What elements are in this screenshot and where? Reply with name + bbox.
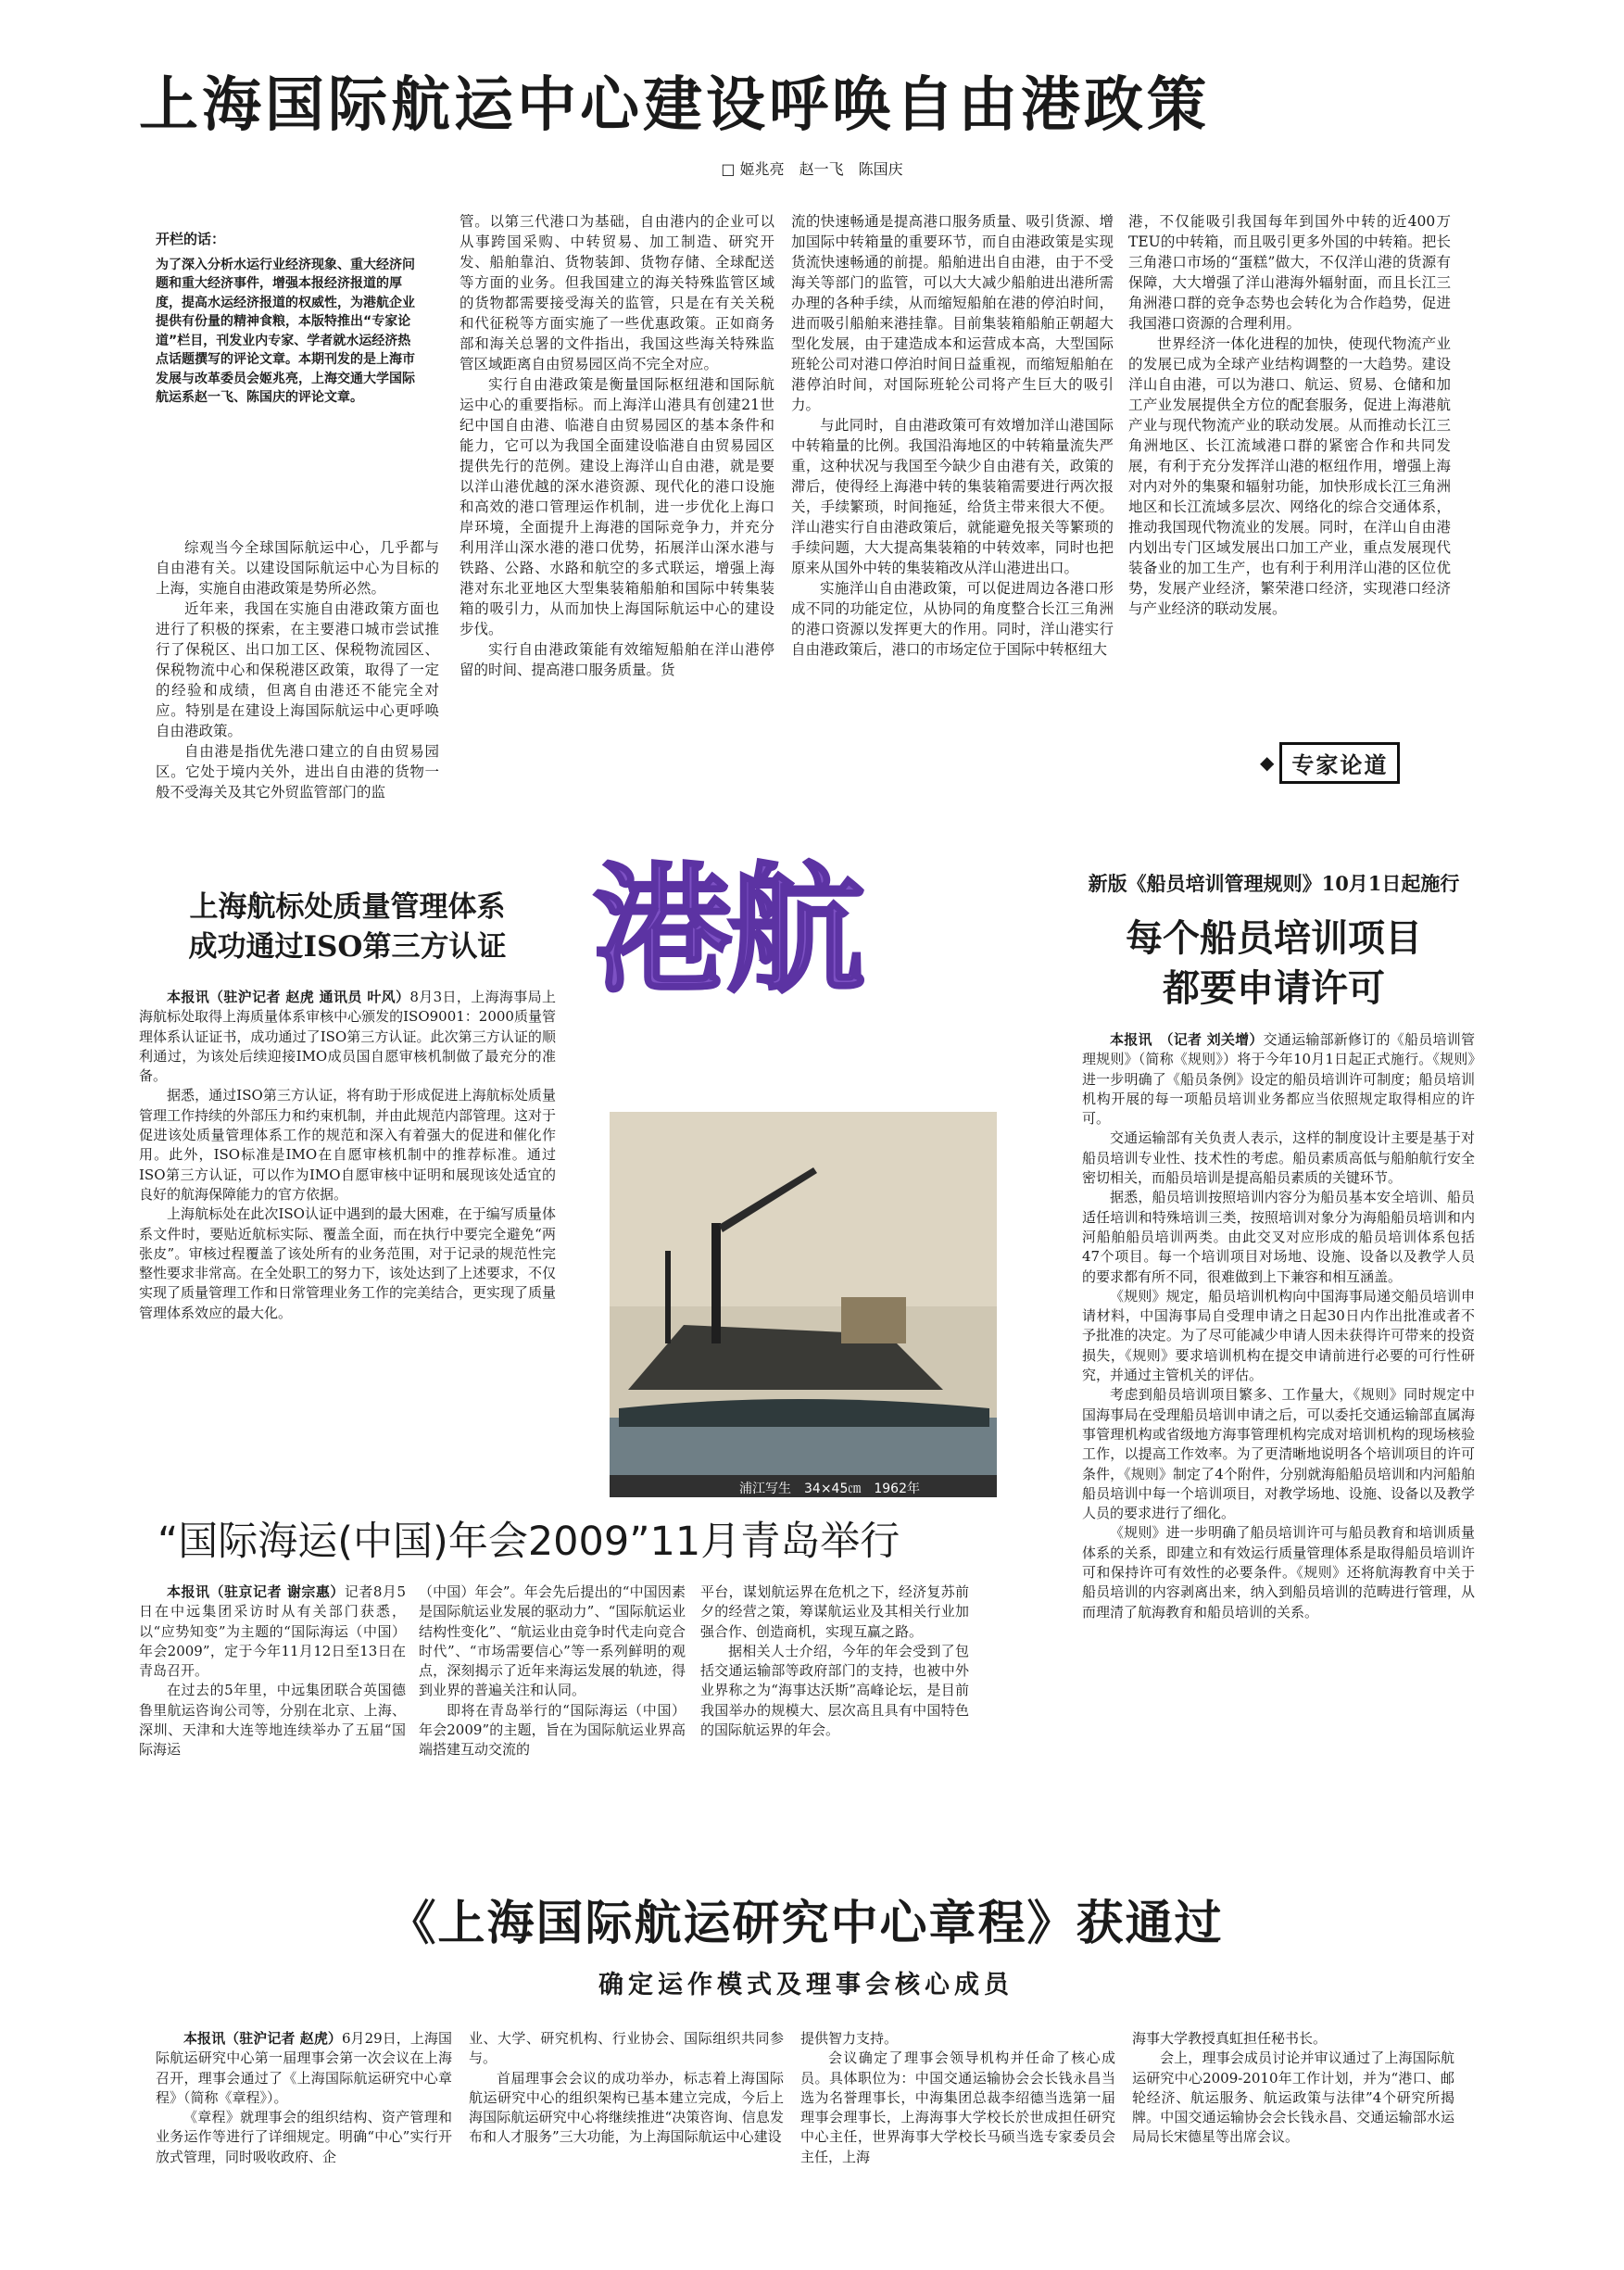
article1-paragraph: 上海航标处在此次ISO认证中遇到的最大困难，在于编写质量体系文件时，要贴近航标实际、覆盖全面，而在执行中要完全避免“两张皮”。审核过程覆盖了该处所有的业务范围，对于记录的规范性完整性要求非常高。在全处职工的努力下，该处达到了上述要求，不仅实现了质量管理工作和日常管理业务工作的完美结合，更实现了质量管理体系效应的最大化。 [139,1205,556,1321]
main-paragraph: 流的快速畅通是提高港口服务质量、吸引货源、增加国际中转箱量的重要环节，而自由港政策是实现货流快速畅通的前提。船舶进出自由港，由于不受海关等部门的监管，可以大大减少船舶进出港所需办理的各种手续，从而缩短船舶在港的停泊时间，进而吸引船舶来港挂靠。目前集装箱船舶正朝超大型化发展，由于建造成本和运营成本高，大型国际班轮公司对港口停泊时间日益重视，而缩短船舶在港停泊时间，对国际班轮公司将产生巨大的吸引力。 [791,213,1114,413]
main-paragraph: 与此同时，自由港政策可有效增加洋山港国际中转箱量的比例。我国沿海地区的中转箱量流失严重，这种状况与我国至今缺少自由港有关，政策的滞后，使得经上海港中转的集装箱需要进行两次报关，手续繁琐，时间拖延，给货主带来很大不便。洋山港实行自由港政策后，就能避免报关等繁琐的手续问题，大大提高集装箱的中转效率，同时也把原来从国外中转的集装箱改从洋山港进出口。 [791,417,1114,576]
article1-paragraph: 8月3日，上海海事局上海航标处取得上海质量体系审核中心颁发的ISO9001：2000质量管理体系认证证书，成功通过了ISO第三方认证。此次第三方认证的顺利通过，为该处后续迎接IMO成员国自愿审核机制做了最充分的准备。 [139,989,556,1085]
main-authors: □ 姬兆亮 赵一飞 陈国庆 [721,160,903,178]
article3-paragraph: 在过去的5年里，中远集团联合英国德鲁里航运咨询公司等，分别在北京、上海、深圳、天津和大连等地连续举办了五届“国际海运 [139,1682,406,1759]
main-column-2 [460,211,774,804]
article3-title: “国际海运(中国)年会2009”11月青岛举行 [157,1519,900,1565]
harbor-painting [610,1112,997,1497]
main-paragraph: 综观当今全球国际航运中心，几乎都与自由港有关。以建设国际航运中心为目标的上海，实施自由港政策是势所必然。 [156,539,439,597]
article4-column-2 [469,2029,784,2224]
main-column-1 [156,537,439,806]
diamond-icon: ◆ [1260,751,1275,774]
article3-column-2 [419,1583,686,1851]
main-column-4 [1128,211,1451,730]
article1-byline: 本报讯（驻沪记者 赵虎 通讯员 叶风） [167,989,410,1005]
article3-paragraph: （中国）年会”。年会先后提出的“中国因素是国际航运业发展的驱动力”、“国际航运业结构性变化”、“航运业由竞争时代走向竞合时代”、“市场需要信心”等一系列鲜明的观点，深刻揭示了近年来海运发展的轨迹，得到业界的普遍关注和认同。 [419,1583,686,1699]
article2-title-line1: 每个船员培训项目 [1126,916,1422,960]
article4-paragraph: 6月29日，上海国际航运研究中心第一届理事会第一次会议在上海召开，理事会通过了《上海国际航运研究中心章程》（简称《章程》）。 [156,2030,452,2106]
article4-paragraph: 《章程》就理事会的组织结构、资产管理和业务运作等进行了详细规定。明确“中心”实行开放式管理，同时吸收政府、企 [156,2109,452,2165]
article3-byline: 本报讯（驻京记者 谢宗惠） [167,1583,345,1600]
article4-paragraph: 提供智力支持。 [800,2030,899,2047]
article2-paragraph: 《规则》进一步明确了船员培训许可与船员教育和培训质量体系的关系，即建立和有效运行质量管理体系是取得船员培训许可和保持许可有效性的必要条件。《规则》还将航海教育中关于船员培训的内容剥离出来，纳入到船员培训的范畴进行管理，从而理清了航海教育和船员培训的关系。 [1082,1524,1475,1621]
article1-title [139,888,556,968]
main-headline: 上海国际航运中心建设呼唤自由港政策 [139,70,1210,140]
article2-paragraph: 交通运输部有关负责人表示，这样的制度设计主要是基于对船员培训专业性、技术性的考虑。船员素质高低与船舶航行安全密切相关，而船员培训是提高船员素质的关键环节。 [1082,1129,1475,1187]
section-logo: 港航 [593,851,861,1012]
expert-column-label-text: 专家论道 [1279,742,1400,784]
main-column-3 [791,211,1114,804]
editor-note-label: 开栏的话： [156,231,226,247]
article1-title-line2: 成功通过ISO第三方认证 [188,930,507,965]
article4-paragraph: 会议确定了理事会领导机构并任命了核心成员。具体职位为：中国交通运输协会会长钱永昌当选为名誉理事长，中海集团总裁李绍德当选第一届理事会理事长，上海海事大学校长於世成担任研究中心主任，世界海事大学校长马硕当选专家委员会主任，上海 [800,2049,1115,2165]
article2-title [1075,914,1473,1014]
article4-paragraph: 首届理事会会议的成功举办，标志着上海国际航运研究中心的组织架构已基本建立完成，今后上海国际航运研究中心将继续推进“决策咨询、信息发布和人才服务”三大功能，为上海国际航运中心建设 [469,2069,784,2146]
article2-paragraph: 据悉，船员培训按照培训内容分为船员基本安全培训、船员适任培训和特殊培训三类，按照培训对象分为海船船员培训和内河船舶船员培训两类。由此交叉对应形成的船员培训体系包括47个项目。每一个培训项目对场地、设施、设备以及教学人员的要求都有所不同，很难做到上下兼容和相互涵盖。 [1082,1189,1475,1285]
article4-column-3 [800,2029,1115,2224]
article2-kicker: 新版《船员培训管理规则》10月1日起施行 [1088,872,1460,895]
article2-title-line2: 都要申请许可 [1163,966,1385,1010]
article2-body [1082,1030,1475,1846]
main-paragraph: 港，不仅能吸引我国每年到国外中转的近400万TEU的中转箱，而且吸引更多外国的中转箱。把长三角港口市场的“蛋糕”做大，不仅洋山港的货源有保障，大大增强了洋山港海外辐射面，而且长江三角洲港口群的竞争态势也会转化为合作趋势，促进我国港口资源的合理利用。 [1128,213,1451,332]
article3-paragraph: 记者8月5日在中远集团采访时从有关部门获悉，以“应势知变”为主题的“国际海运（中国）年会2009”，定于今年11月12日至13日在青岛召开。 [139,1583,406,1680]
article3-paragraph: 平台，谋划航运界在危机之下，经济复苏前夕的经营之策，筹谋航运业及其相关行业加强合作、创造商机，实现互赢之路。 [700,1583,969,1640]
main-paragraph: 自由港是指优先港口建立的自由贸易园区。它处于境内关外，进出自由港的货物一般不受海关及其它外贸监管部门的监 [156,743,439,801]
main-paragraph: 实行自由港政策能有效缩短船舶在洋山港停留的时间、提高港口服务质量。货 [460,641,774,678]
article1-paragraph: 据悉，通过ISO第三方认证，将有助于形成促进上海航标处质量管理工作持续的外部压力和约束机制，并由此规范内部管理。这对于促进该处质量管理体系工作的规范和深入有着强大的促进和催化作用。此外，ISO标准是IMO在自愿审核机制中的推荐标准。通过ISO第三方认证，可以作为IMO自愿审核中证明和展现该处适宜的良好的航海保障能力的官方依据。 [139,1087,556,1203]
editor-note [156,230,415,407]
article4-paragraph: 业、大学、研究机构、行业协会、国际组织共同参与。 [469,2030,784,2067]
main-paragraph: 实施洋山自由港政策，可以促进周边各港口形成不同的功能定位，从协同的角度整合长江三角洲的港口资源以发挥更大的作用。同时，洋山港实行自由港政策后，港口的市场定位于国际中转枢纽大 [791,580,1114,658]
article4-column-4 [1132,2029,1454,2224]
article3-column-3 [700,1583,969,1851]
main-paragraph: 实行自由港政策是衡量国际枢纽港和国际航运中心的重要指标。而上海洋山港具有创建21世纪中国自由港、临港自由贸易园区的基本条件和能力，它可以为我国全面建设临港自由贸易园区提供先行的范例。建设上海洋山自由港，就是要以洋山港优越的深水港资源、现代化的港口设施和高效的港口管理运作机制，进一步优化上海口岸环境，全面提升上海港的国际竞争力，并充分利用洋山深水港的港口优势，拓展洋山深水港与铁路、公路、水路和航空的多式联运，增强上海港对东北亚地区大型集装箱船舶和国际中转集装箱的吸引力，从而加快上海国际航运中心的建设步伐。 [460,376,774,637]
article4-subtitle: 确定运作模式及理事会核心成员 [598,1971,1013,1999]
article2-paragraph: 《规则》规定，船员培训机构向中国海事局递交船员培训申请材料，中国海事局自受理申请之日起30日内作出批准或者不予批准的决定。为了尽可能减少申请人因未获得许可带来的投资损失，《规则》要求培训机构在提交申请前进行必要的可行性研究，并通过主管机关的评估。 [1082,1287,1475,1384]
article1-body [139,988,556,1405]
main-paragraph: 管。以第三代港口为基础，自由港内的企业可以从事跨国采购、中转贸易、加工制造、研究开发、船舶靠泊、货物装卸、货物存储、全球配送等方面的业务。但我国建立的海关特殊监管区域的货物都需要接受海关的监管，只是在有关关税和代征税等方面实施了一些优惠政策。正如商务部和海关总署的文件指出，我国这些海关特殊监管区域距离自由贸易园区尚不完全对应。 [460,213,774,372]
main-paragraph: 世界经济一体化进程的加快，使现代物流产业的发展已成为全球产业结构调整的一大趋势。建设洋山自由港，可以为港口、航运、贸易、仓储和加工产业发展提供全方位的配套服务，促进上海港航产业与现代物流产业的联动发展。从而推动长江三角洲地区、长江流域港口群的紧密合作和共同发展，有利于充分发挥洋山港的枢纽作用，增强上海对内对外的集聚和辐射功能，加快形成长江三角洲地区和长江流域多层次、网络化的综合交通体系，推动我国现代物流业的发展。同时，在洋山自由港内划出专门区域发展出口加工产业，重点发展现代装备业的加工生产，也有利于利用洋山港的区位优势，发展产业经济，繁荣港口经济，实现港口经济与产业经济的联动发展。 [1128,335,1451,617]
main-paragraph: 近年来，我国在实施自由港政策方面也进行了积极的探索，在主要港口城市尝试推行了保税区、出口加工区、保税物流园区、保税物流中心和保税港区政策，取得了一定的经验和成绩，但离自由港还不能完全对应。特别是在建设上海国际航运中心更呼唤自由港政策。 [156,600,439,739]
article4-column-1 [156,2029,452,2224]
article2-paragraph: 考虑到船员培训项目繁多、工作量大，《规则》同时规定中国海事局在受理船员培训申请之后，可以委托交通运输部直属海事管理机构或省级地方海事管理机构完成对培训机构的现场核验工作，以提高工作效率。为了更清晰地说明各个培训项目的许可条件，《规则》制定了4个附件，分别就海船船员培训和内河船舶船员培训中每一个培训项目，对教学场地、设施、设备以及教学人员的要求进行了细化。 [1082,1386,1475,1522]
article3-column-1 [139,1583,406,1851]
article2-byline: 本报讯 （记者 刘关增） [1110,1031,1264,1048]
article4-byline: 本报讯（驻沪记者 赵虎） [183,2030,342,2047]
article3-paragraph: 即将在青岛举行的“国际海运（中国）年会2009”的主题，旨在为国际航运业界高端搭建互动交流的 [419,1701,686,1759]
expert-column-label [1260,741,1456,784]
article1-title-line1: 上海航标处质量管理体系 [189,890,506,924]
article2-paragraph: 交通运输部新修订的《船员培训管理规则》（简称《规则》）将于今年10月1日起正式施行。《规则》进一步明确了《船员条例》设定的船员培训许可制度；船员培训机构开展的每一项船员培训业务都应当依照规定取得相应的许可。 [1082,1031,1475,1128]
editor-note-body: 为了深入分析水运行业经济现象、重大经济问题和重大经济事件，增强本报经济报道的厚度，提高水运经济报道的权威性，为港航企业提供有份量的精神食粮，本版特推出“专家论道”栏目，刊发业内专家、学者就水运经济热点话题撰写的评论文章。本期刊发的是上海市发展与改革委员会姬兆亮，上海交通大学国际航运系赵一飞、陈国庆的评论文章。 [156,257,415,405]
article4-paragraph: 海事大学教授真虹担任秘书长。 [1132,2030,1328,2047]
article4-paragraph: 会上，理事会成员讨论并审议通过了上海国际航运研究中心2009-2010年工作计划，并为“港口、邮轮经济、航运服务、航运政策与法律”4个研究所揭牌。中国交通运输协会会长钱永昌、交通运输部水运局局长宋德星等出席会议。 [1132,2049,1454,2146]
article4-title: 《上海国际航运研究中心章程》获通过 [388,1896,1224,1951]
article3-paragraph: 据相关人士介绍，今年的年会受到了包括交通运输部等政府部门的支持，也被中外业界称之为“海事达沃斯”高峰论坛，是目前我国举办的规模大、层次高且具有中国特色的国际航运界的年会。 [700,1642,969,1739]
painting-caption: 浦江写生 34×45㎝ 1962年 [739,1482,920,1496]
